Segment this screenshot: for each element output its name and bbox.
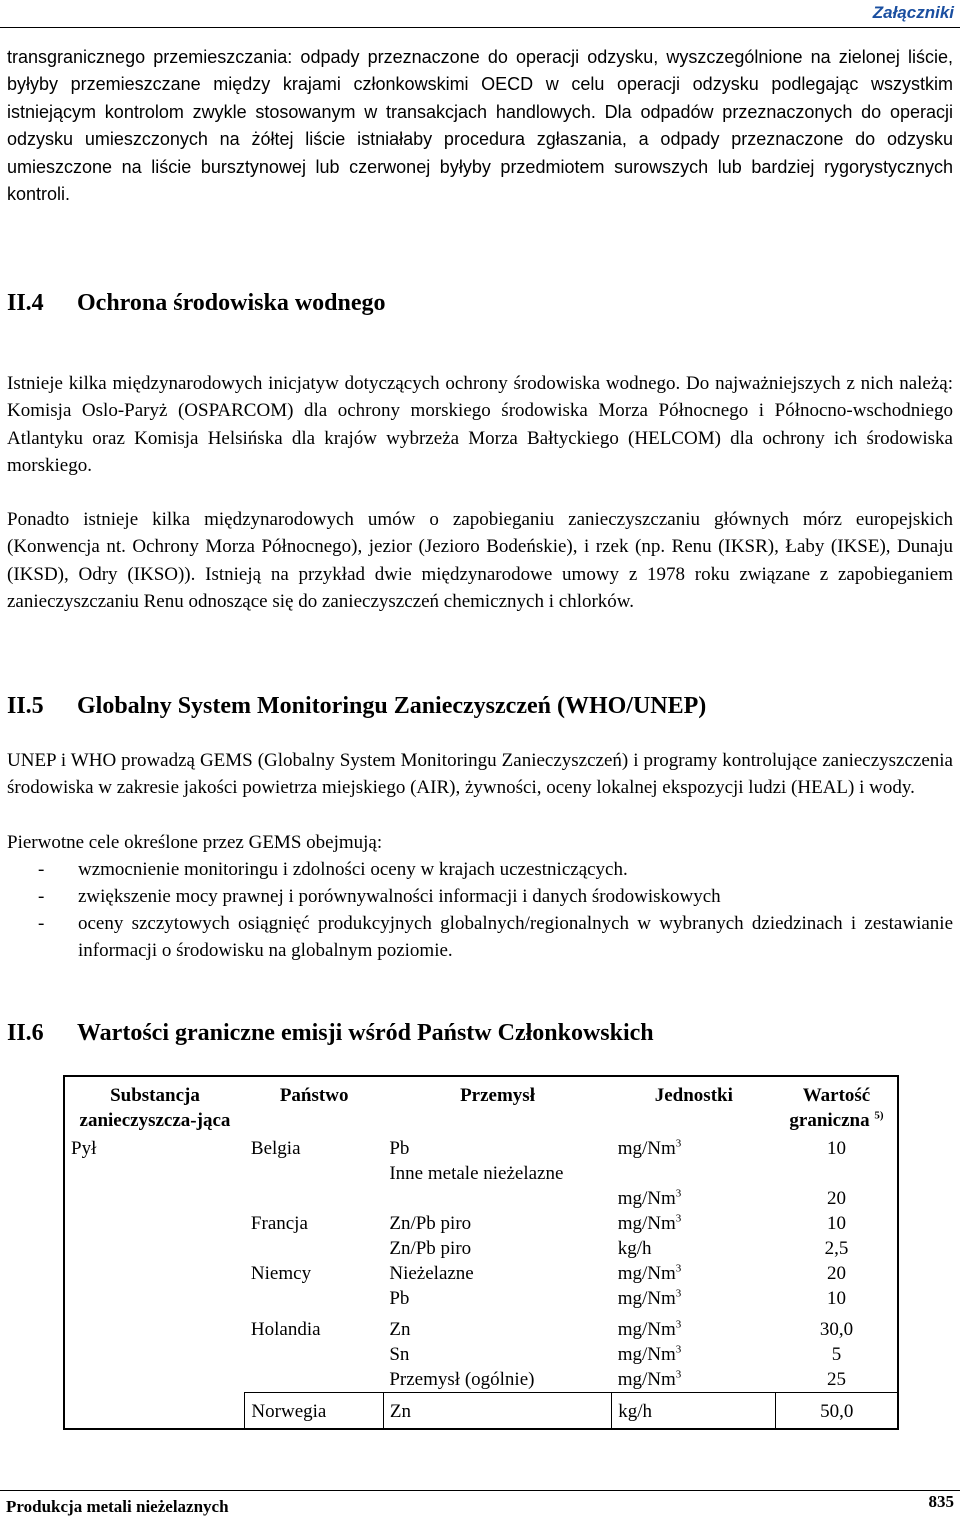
cell-limit [776, 1261, 898, 1311]
limit-value: 10 [826, 1138, 846, 1159]
section-number: II.4 [7, 290, 44, 316]
table-row [64, 1261, 898, 1311]
list-item-text: zwiększenie mocy prawnej i porównywalności informacji i danych środowiskowych [78, 886, 721, 907]
header-units: Jednostki [654, 1085, 733, 1106]
limit-value: 20 [826, 1188, 846, 1209]
industry-line: Sn [389, 1344, 410, 1365]
unit-exponent: 3 [675, 1287, 682, 1300]
cell-units [612, 1136, 776, 1211]
header-rule [0, 27, 960, 28]
unit-exponent: 3 [675, 1137, 682, 1150]
section-title: Wartości graniczne emisji wśród Państw Członkowskich [77, 1020, 654, 1046]
unit-exponent: 3 [675, 1368, 682, 1381]
cell-units [612, 1261, 776, 1311]
list-dash: - [38, 886, 45, 907]
industry-line: Nieżelazne [389, 1263, 474, 1284]
unit-exponent: 3 [675, 1343, 682, 1356]
section-heading-II5 [7, 693, 706, 720]
unit-line [618, 1211, 770, 1236]
intro-paragraph: transgranicznego przemieszczania: odpady przeznaczone do operacji odzysku, wyszczególnione na zielonej liście, byłyby przemieszczane między krajami członkowskimi OECD w celu operacji odzysku podlegając wszystkim istniejącym kontrolom zwykle stosowanym w transakcjach handlowych. Dla odpadów przeznaczonych do operacji odzysku umieszczonych na żółtej liście istniałaby procedura zgłaszania, a odpady przeznaczone do odzysku umieszczone na liście bursztynowej lub czerwonej byłyby przedmiotem surowszych lub bardziej rygorystycznych kontroli. [7, 47, 953, 205]
page-number: 835 [928, 1492, 954, 1511]
unit-exponent: 3 [675, 1318, 682, 1331]
cell-country: Belgia [250, 1138, 301, 1159]
unit-text: mg/Nm [617, 1138, 676, 1159]
list-item-text: oceny szczytowych osiągnięć produkcyjnych globalnych/regionalnych w wybranych dziedzinach i zestawianie informacji o środowisku na globalnym poziomie. [78, 913, 953, 962]
footer-rule [0, 1490, 960, 1491]
unit-text: mg/Nm [617, 1213, 676, 1234]
unit-line [618, 1317, 770, 1342]
cell-units: kg/h [612, 1393, 776, 1430]
section-heading-II6 [7, 1020, 654, 1047]
unit-exponent: 3 [675, 1262, 682, 1275]
table-header-row [64, 1076, 898, 1136]
page-header [0, 0, 960, 30]
unit-line [618, 1342, 770, 1367]
header-title: Załączniki [872, 3, 954, 22]
unit-text: mg/Nm [617, 1369, 676, 1390]
list-dash: - [38, 859, 45, 880]
industry-line: Inne metale nieżelazne [389, 1163, 564, 1184]
table-row [64, 1136, 898, 1211]
section-title: Globalny System Monitoringu Zanieczyszczeń (WHO/UNEP) [77, 693, 707, 719]
unit-line [618, 1367, 770, 1392]
cell-units [612, 1211, 776, 1261]
emission-limits-table [63, 1075, 899, 1430]
unit-text: mg/Nm [617, 1188, 676, 1209]
cell-industry [383, 1211, 611, 1261]
header-limit [776, 1076, 898, 1136]
cell-units [612, 1311, 776, 1393]
spacer [618, 1161, 770, 1186]
footnote-marker: 5) [874, 1109, 884, 1122]
cell-limit [776, 1211, 898, 1261]
unit-line [618, 1136, 770, 1161]
unit-line [618, 1261, 770, 1286]
limit-value: 30,0 [819, 1319, 854, 1340]
cell-country: Holandia [250, 1319, 321, 1340]
unit-text: mg/Nm [617, 1263, 676, 1284]
section-title: Ochrona środowiska wodnego [77, 290, 386, 316]
table-row [64, 1311, 898, 1393]
cell-industry [383, 1261, 611, 1311]
header-country: Państwo [279, 1085, 349, 1106]
cell-country: Francja [250, 1213, 308, 1234]
unit-line: kg/h [617, 1238, 652, 1259]
limit-value: 10 [826, 1213, 846, 1234]
cell-industry [383, 1311, 611, 1393]
page-footer [0, 1490, 960, 1518]
industry-line: Zn [389, 1319, 411, 1340]
cell-industry: Zn [383, 1393, 611, 1430]
section-II4-paragraph-1: Istnieje kilka międzynarodowych inicjatyw dotyczących ochrony środowiska wodnego. Do najważniejszych z nich należą: Komisja Oslo-Paryż (OSPARCOM) dla ochrony morskiego środowiska Morza Północnego i Północno-wschodniego Atlantyku oraz Komisja Helsińska dla krajów wybrzeża Morza Bałtyckiego (HELCOM) dla ochrony ich środowiska morskiego. [7, 373, 953, 477]
section-II5-paragraph-1: UNEP i WHO prowadzą GEMS (Globalny System Monitoringu Zanieczyszczeń) i programy kontrolujące zanieczyszczenia środowiska w zakresie jakości powietrza miejskiego (AIR), żywności, oceny lokalnej ekspozycji ludzi (HEAL) i wody. [7, 750, 953, 799]
footer-title: Produkcja metali nieżelaznych [6, 1497, 229, 1516]
spacer [782, 1161, 891, 1186]
header-industry: Przemysł [460, 1085, 535, 1106]
unit-text: mg/Nm [617, 1288, 676, 1309]
section-heading-II4 [7, 290, 386, 317]
list-item-text: wzmocnienie monitoringu i zdolności oceny w krajach uczestniczących. [78, 859, 628, 880]
cell-substance: Pył [71, 1138, 97, 1159]
industry-line: Przemysł (ogólnie) [389, 1369, 535, 1390]
cell-country: Niemcy [250, 1263, 312, 1284]
cell-industry [383, 1136, 611, 1211]
limit-value: 25 [826, 1369, 846, 1390]
industry-line: Pb [389, 1138, 410, 1159]
section-number: II.6 [7, 1020, 44, 1046]
cell-limit: 50,0 [776, 1393, 898, 1430]
unit-exponent: 3 [675, 1212, 682, 1225]
industry-line: Zn/Pb piro [389, 1238, 472, 1259]
cell-limit [776, 1311, 898, 1393]
unit-exponent: 3 [675, 1187, 682, 1200]
header-substance: Substancja zanieczyszcza-jąca [79, 1085, 231, 1131]
limit-value: 10 [826, 1288, 846, 1309]
limit-value: 20 [826, 1263, 846, 1284]
table-row [64, 1211, 898, 1261]
unit-line [618, 1286, 770, 1311]
section-II4-paragraph-2: Ponadto istnieje kilka międzynarodowych umów o zapobieganiu zanieczyszczaniu głównych mórz europejskich (Konwencja nt. Ochrony Morza Północnego), jezior (Jezioro Bodeńskie), i rzek (np. Renu (IKSR), Łaby (IKSE), Dunaju (IKSD), Odry (IKSO)). Istnieją na przykład dwie międzynarodowe umowy z 1978 roku związane z zapobieganiem zanieczyszczaniu Renu odnoszące się do zanieczyszczeń chemicznych i chlorków. [7, 509, 953, 613]
table-row [64, 1393, 898, 1430]
cell-limit [776, 1136, 898, 1211]
industry-line: Zn/Pb piro [389, 1213, 472, 1234]
cell-country: Norwegia [245, 1393, 383, 1430]
list-dash: - [38, 913, 45, 934]
limit-value: 2,5 [824, 1238, 849, 1259]
unit-text: mg/Nm [617, 1319, 676, 1340]
header-limit-text: Wartość graniczna [789, 1085, 871, 1131]
unit-line [618, 1186, 770, 1211]
industry-line: Pb [389, 1288, 410, 1309]
section-number: II.5 [7, 693, 44, 719]
section-II5-paragraph-2: Pierwotne cele określone przez GEMS obejmują: [7, 832, 383, 853]
unit-text: mg/Nm [617, 1344, 676, 1365]
limit-value: 5 [831, 1344, 842, 1365]
